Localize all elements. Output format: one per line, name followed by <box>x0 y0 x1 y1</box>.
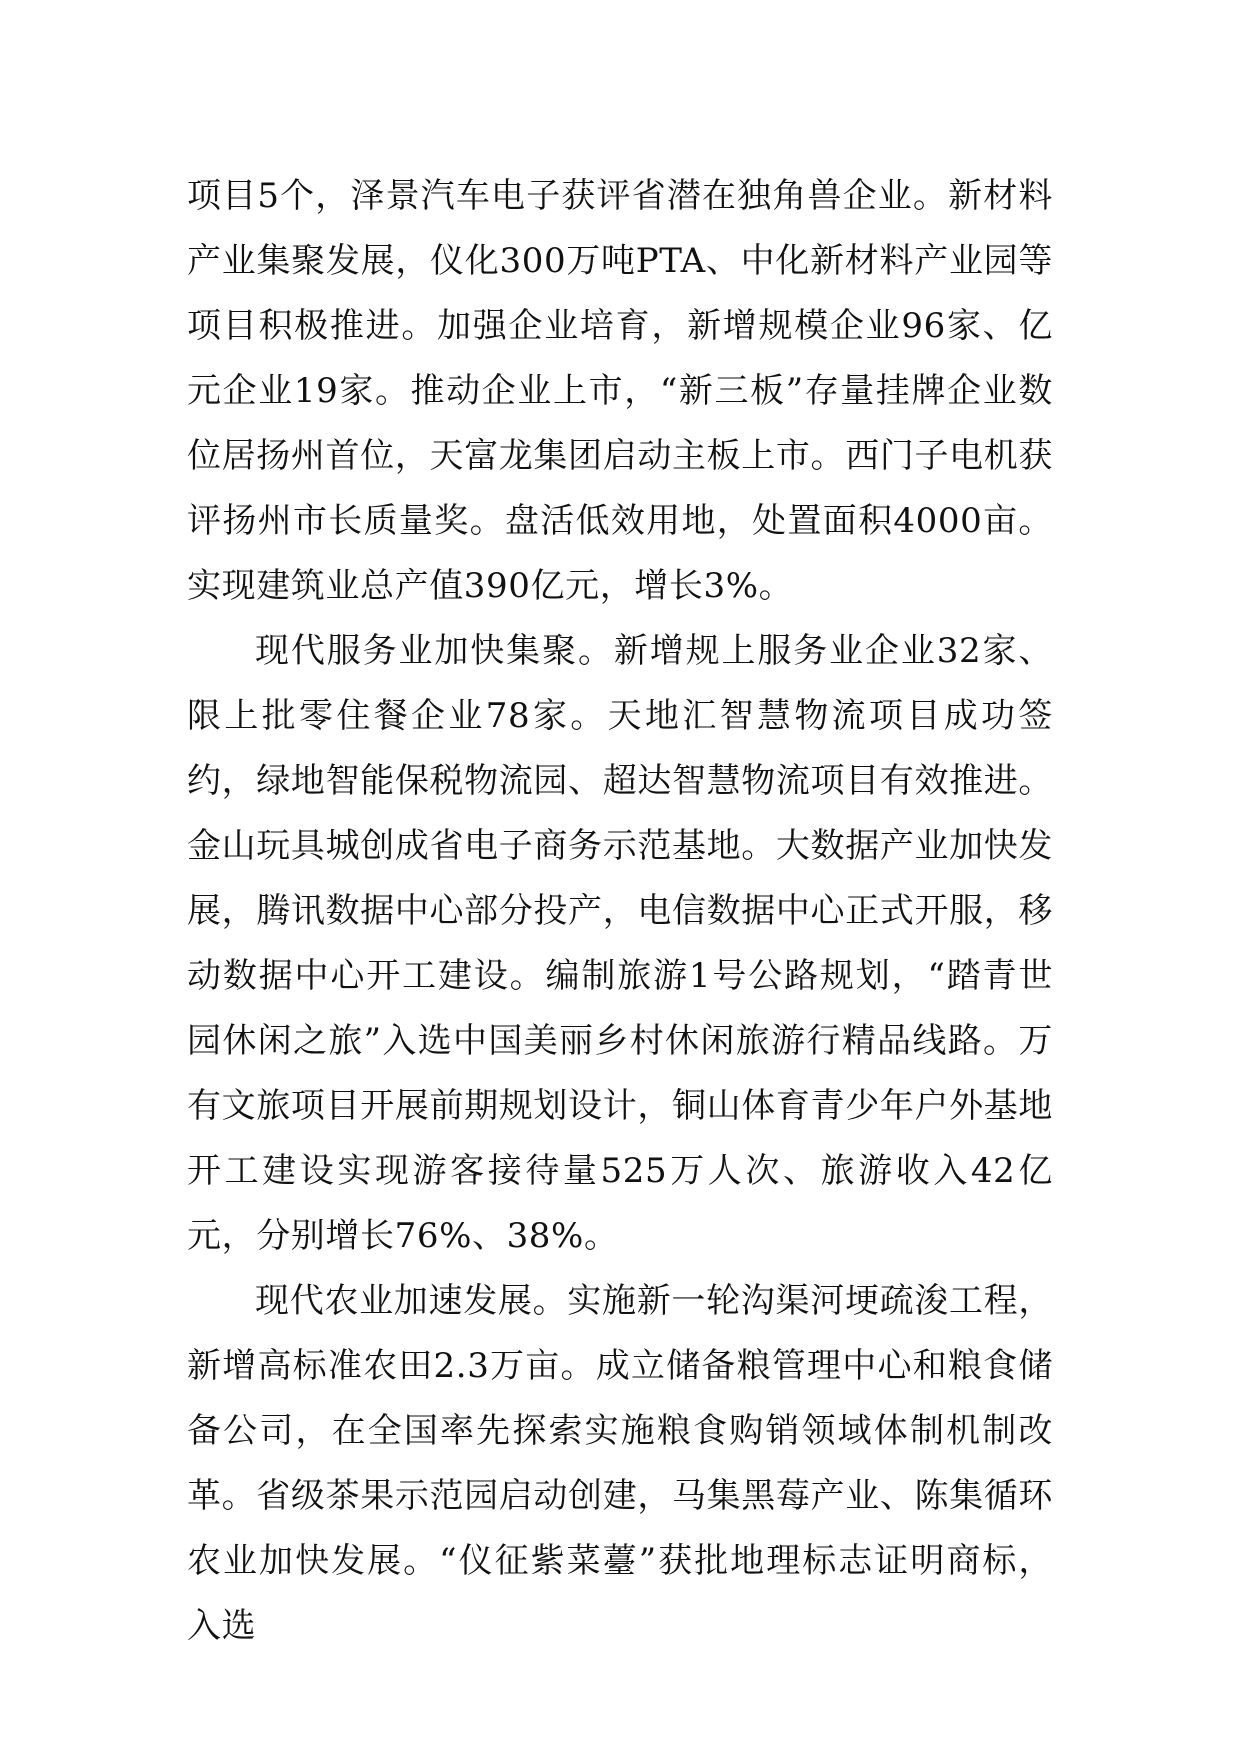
paragraph-modern-services: 现代服务业加快集聚。新增规上服务业企业32家、限上批零住餐企业78家。天地汇智慧物流项目成功签约，绿地智能保税物流园、超达智慧物流项目有效推进。金山玩具城创成省电子商务示范基地。大数据产业加快发展，腾讯数据中心部分投产，电信数据中心正式开服，移动数据中心开工建设。编制旅游1号公路规划，“踏青世园休闲之旅”入选中国美丽乡村休闲旅游行精品线路。万有文旅项目开展前期规划设计，铜山体育青少年户外基地开工建设实现游客接待量525万人次、旅游收入42亿元，分别增长76%、38%。 <box>187 631 1053 1256</box>
paragraph-modern-agriculture: 现代农业加速发展。实施新一轮沟渠河埂疏浚工程，新增高标准农田2.3万亩。成立储备粮管理中心和粮食储备公司，在全国率先探索实施粮食购销领域体制机制改革。省级茶果示范园启动创建，马集黑莓产业、陈集循环农业加快发展。“仪征紫菜薹”获批地理标志证明商标，入选 <box>187 1281 1053 1646</box>
paragraph-industry-continued: 项目5个，泽景汽车电子获评省潜在独角兽企业。新材料产业集聚发展，仪化300万吨PTA、中化新材料产业园等项目积极推进。加强企业培育，新增规模企业96家、亿元企业19家。推动企业上市，“新三板”存量挂牌企业数位居扬州首位，天富龙集团启动主板上市。西门子电机获评扬州市长质量奖。盘活低效用地，处置面积4000亩。实现建筑业总产值390亿元，增长3%。 <box>187 176 1053 606</box>
document-body <box>187 164 1053 1659</box>
